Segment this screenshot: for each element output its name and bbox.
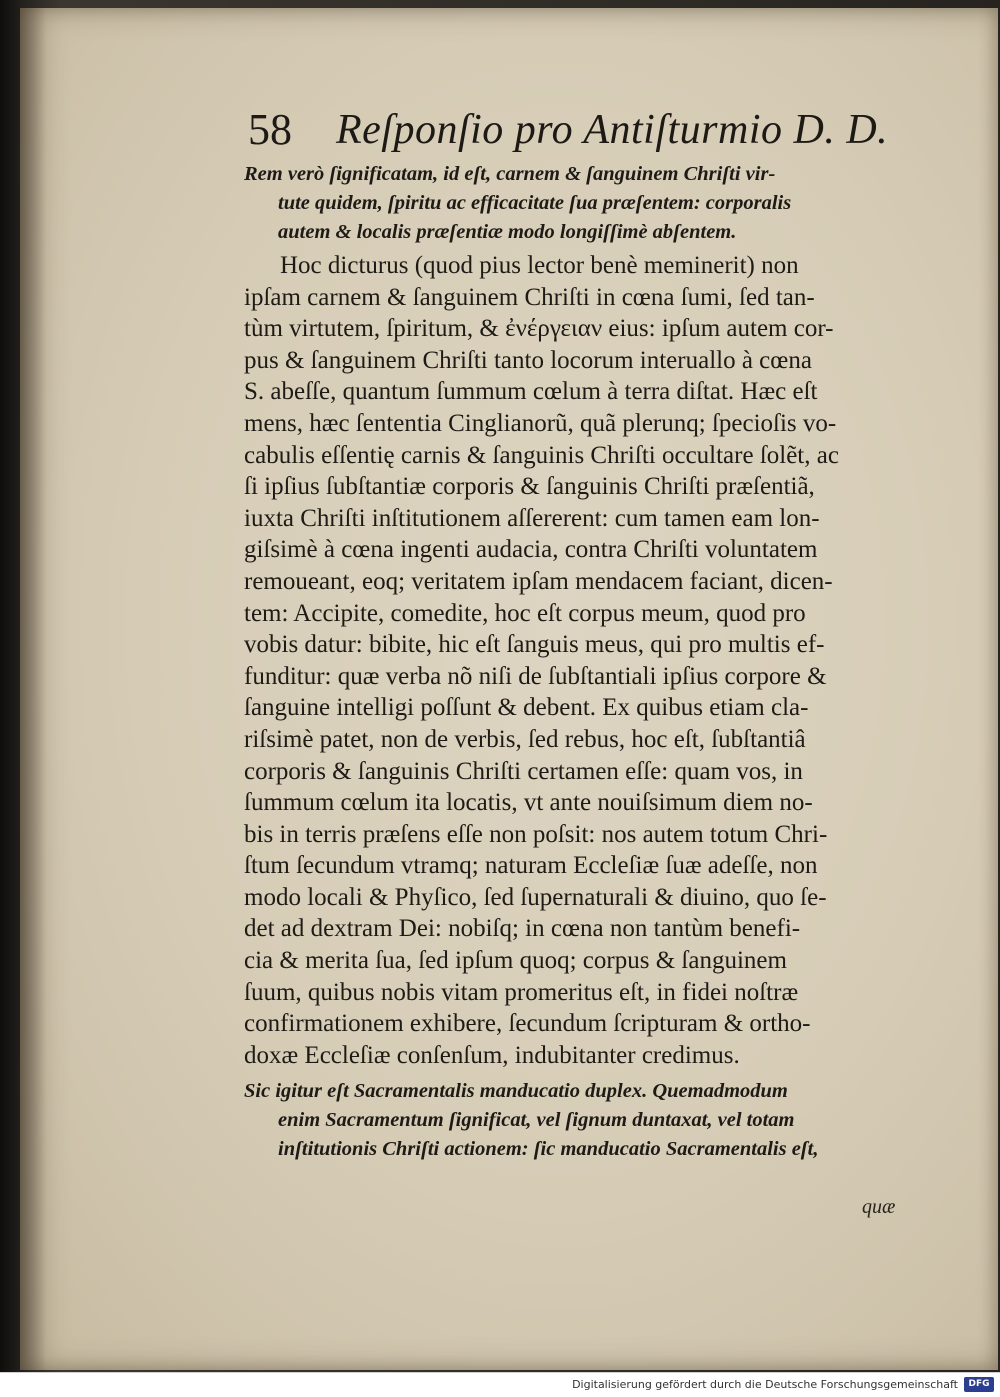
text-line: remoueant, eoq; veritatem ipſam mendacem faciant, dicen- [244,567,833,595]
text-line: funditur: quæ verba nõ niſi de ſubſtantiali ipſius corpore & [244,662,827,690]
text-line: pus & ſanguinem Chriſti tanto locorum interuallo à cœna [244,346,812,374]
text-line: cabulis eſſentię carnis & ſanguinis Chriſti occultare ſolẽt, ac [244,441,839,469]
text-line: tùm virtutem, ſpiritum, & ἐνέργειαν eius: ipſum autem cor- [244,315,834,343]
catchword: quæ [862,1196,896,1218]
text-line: ſi ipſius ſubſtantiæ corporis & ſanguinis Chriſti præſentiã, [244,473,815,501]
text-line: confirmationem exhibere, ſecundum ſcripturam & ortho- [244,1010,811,1038]
dfg-logo: DFG [964,1377,994,1392]
text-line: bis in terris præſens eſſe non poſsit: nos autem totum Chri- [244,820,828,848]
text-line: doxæ Eccleſiæ conſenſum, indubitanter credimus. [244,1041,740,1069]
page-gutter-shadow [20,8,46,1370]
text-line: tem: Accipite, comedite, hoc eſt corpus meum, quod pro [244,599,806,627]
text-line: Hoc dicturus (quod pius lector benè meminerit) non [280,252,799,279]
text-line: inſtitutionis Chriſti actionem: ſic manducatio Sacramentalis eſt, [278,1138,819,1161]
text-block [244,160,924,1164]
funding-credit: Digitalisierung gefördert durch die Deutsche Forschungsgemeinschaft [572,1378,958,1391]
text-line: Sic igitur eſt Sacramentalis manducatio duplex. Quemadmodum [244,1080,788,1103]
italic-paragraph-intro [244,160,924,247]
page-number: 58 [248,105,292,154]
text-line: modo locali & Phyſico, ſed ſupernaturali & diuino, quo ſe- [244,883,827,911]
text-line: mens, hæc ſententia Cinglianorũ, quã plerunq; ſpecioſis vo- [244,409,837,437]
text-line: corporis & ſanguinis Chriſti certamen eſſe: quam vos, in [244,757,803,785]
text-line: enim Sacramentum ſignificat, vel ſignum duntaxat, vel totam [278,1109,795,1132]
text-line: tute quidem, ſpiritu ac efficacitate ſua præſentem: corporalis [278,192,792,214]
running-title: Reſponſio pro Antiſturmio D. D. [336,107,889,153]
text-line: vobis datur: bibite, hic eſt ſanguis meus, qui pro multis ef- [244,631,825,659]
text-line: autem & localis præſentiæ modo longiſſimè abſentem. [278,221,737,243]
text-line: ſuum, quibus nobis vitam promeritus eſt, in fidei noſtræ [244,978,799,1006]
text-line: Rem verò ſignificatam, id eſt, carnem & ſanguinem Chriſti vir- [244,163,776,185]
text-line: ſanguine intelligi poſſunt & debent. Ex quibus etiam cla- [244,694,809,722]
italic-paragraph-conclusion [244,1077,924,1164]
text-line: ſummum cœlum ita locatis, vt ante nouiſsimum diem no- [244,789,813,817]
text-line: iuxta Chriſti inſtitutionem aſſererent: cum tamen eam lon- [244,504,820,532]
text-line: ſtum ſecundum vtramq; naturam Eccleſiæ ſuæ adeſſe, non [244,852,818,880]
text-line: S. abeſſe, quantum ſummum cœlum à terra diſtat. Hæc eſt [244,378,818,406]
footer-bar [0,1372,1000,1397]
page-header [248,100,888,160]
text-line: riſsimè patet, non de verbis, ſed rebus, hoc eſt, ſubſtantiâ [244,725,806,753]
text-line: giſsimè à cœna ingenti audacia, contra Chriſti voluntatem [244,536,818,564]
text-line: cia & merita ſua, ſed ipſum quoq; corpus & ſanguinem [244,947,787,975]
text-line: det ad dextram Dei: nobiſq; in cœna non tantùm benefi- [244,915,801,943]
text-line: ipſam carnem & ſanguinem Chriſti in cœna ſumi, ſed tan- [244,283,815,311]
roman-paragraph-main [244,250,924,1071]
